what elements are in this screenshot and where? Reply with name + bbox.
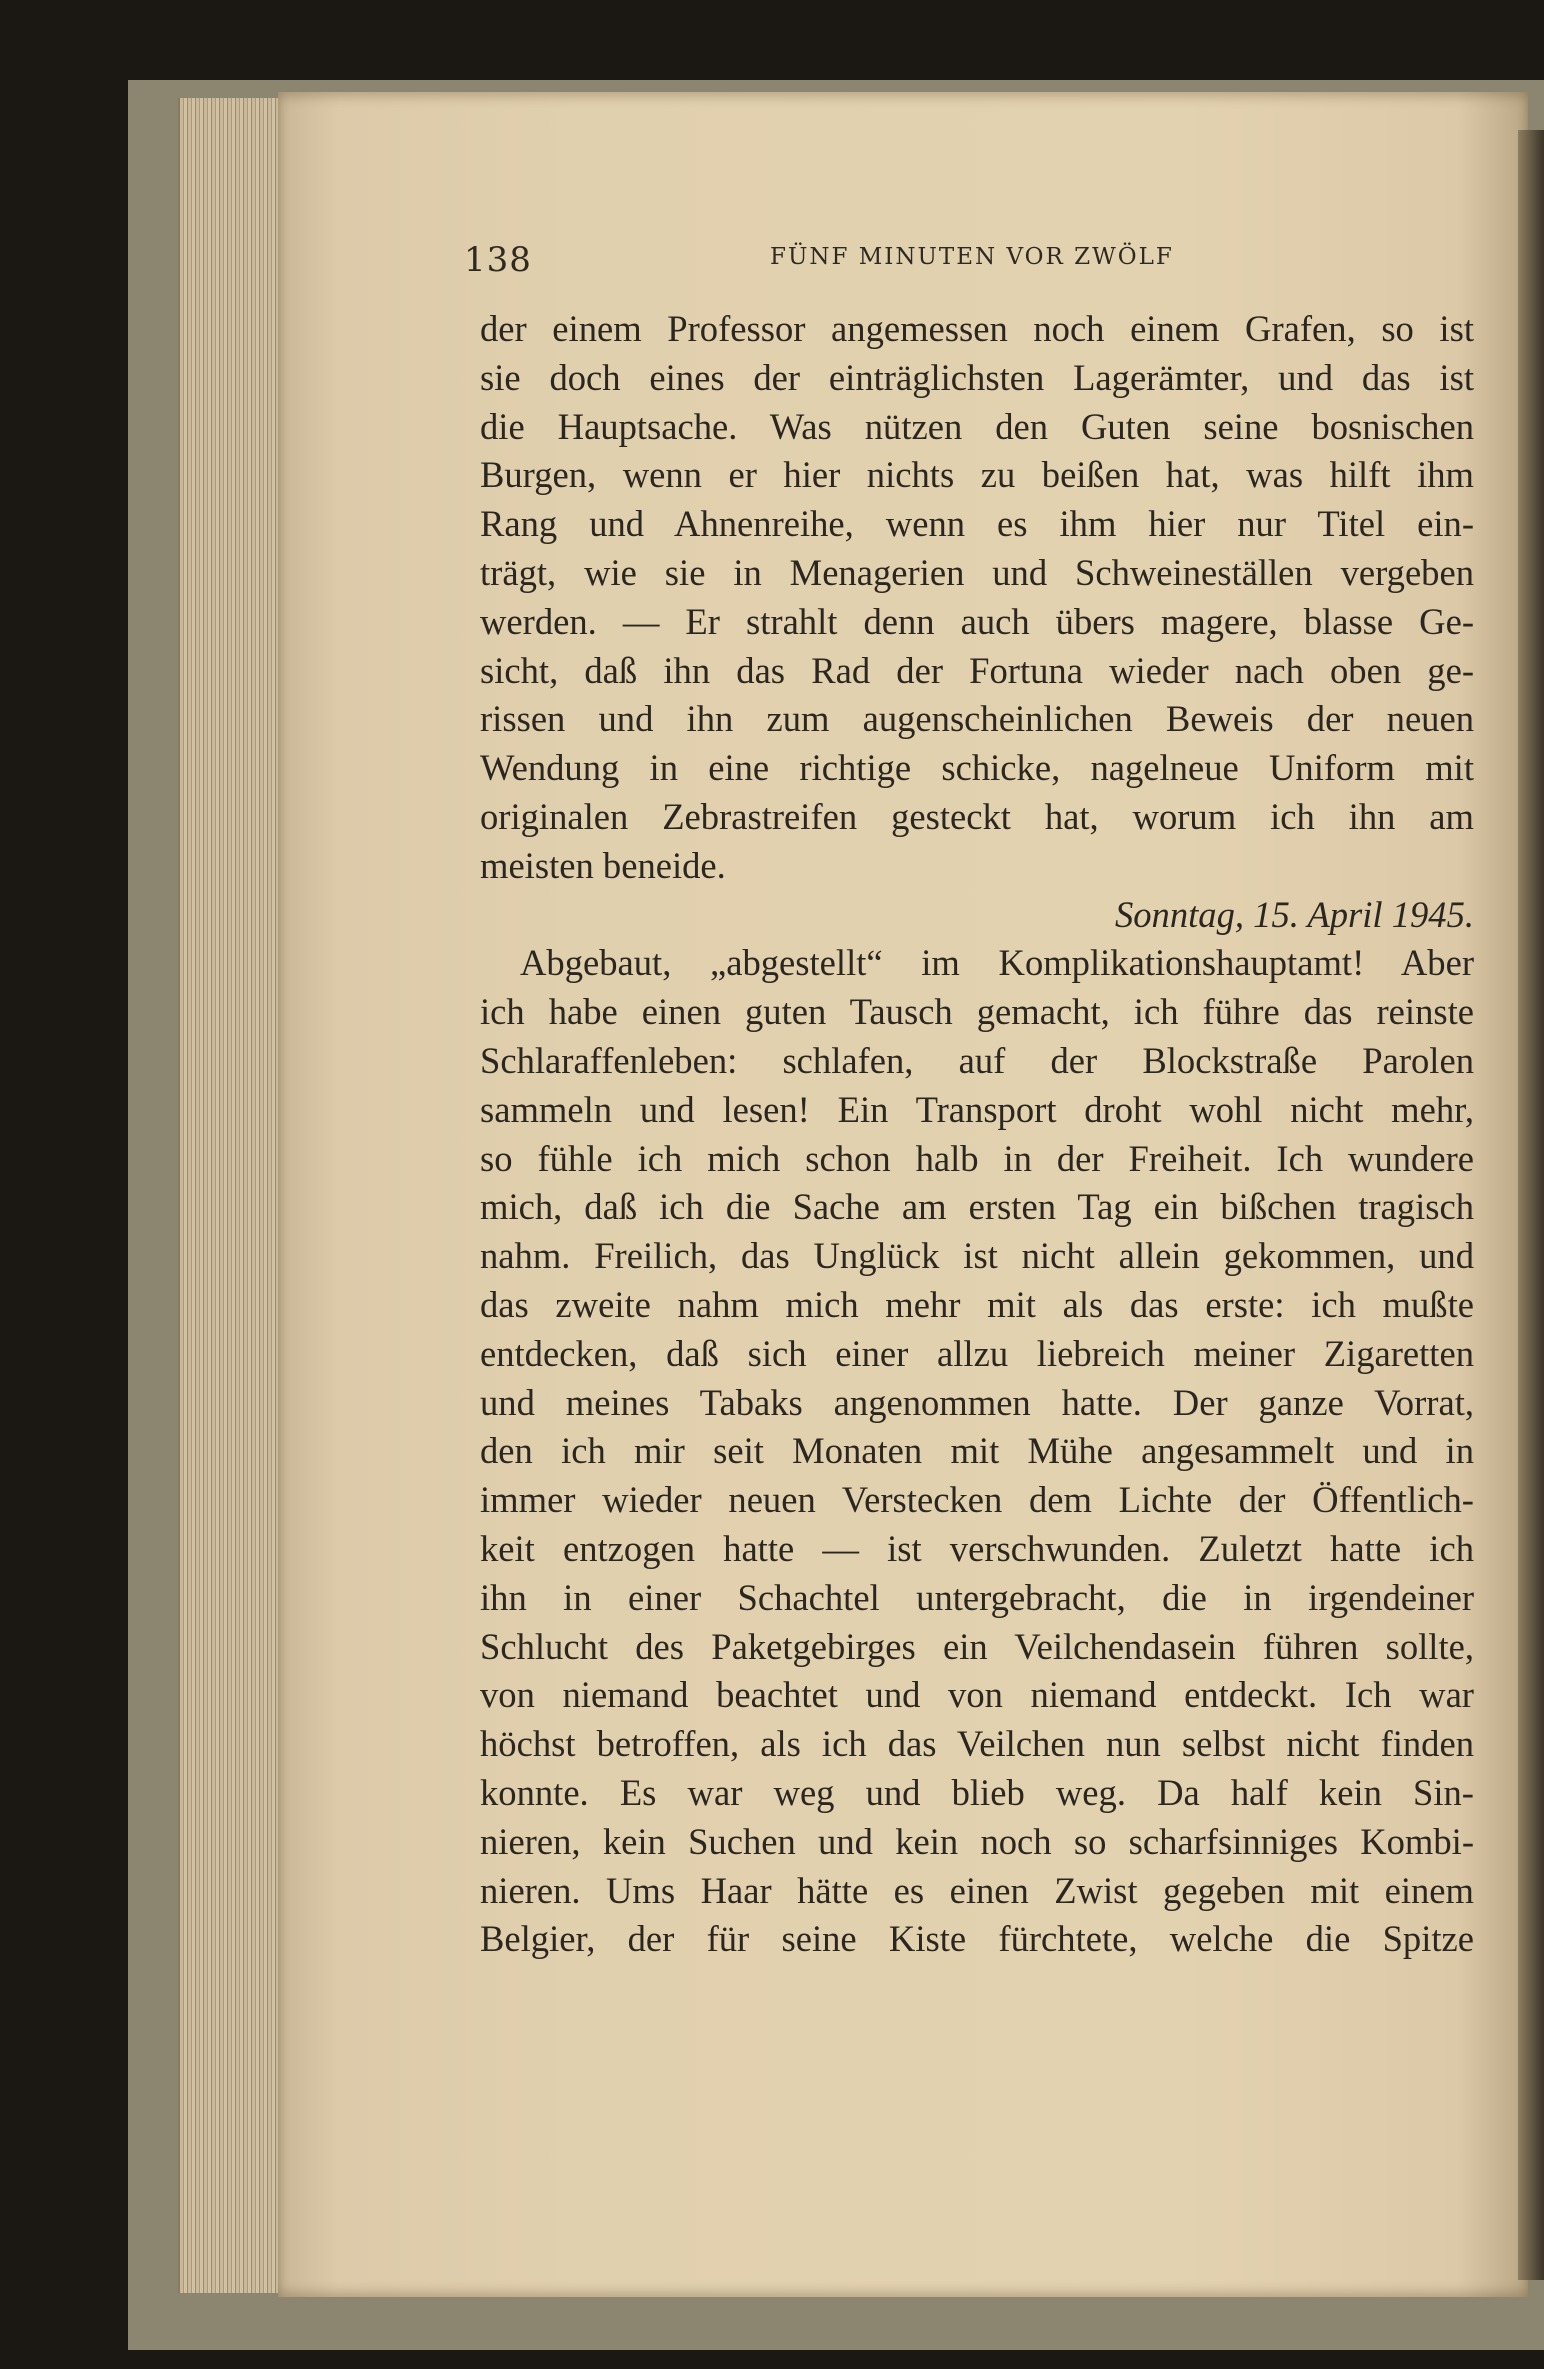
text-line: die Hauptsache. Was nützen den Guten seine bosnischen <box>480 405 1474 447</box>
running-title: FÜNF MINUTEN VOR ZWÖLF <box>770 244 1174 270</box>
text-line: Schlaraffenleben: schlafen, auf der Blockstraße Parolen <box>480 1039 1474 1081</box>
text-line: Abgebaut, „abgestellt“ im Komplikationshauptamt! Aber <box>520 942 1474 984</box>
text-line: Wendung in eine richtige schicke, nagelneue Uniform mit <box>480 747 1474 789</box>
text-line: meisten beneide. <box>480 844 726 886</box>
text-line: Schlucht des Paketgebirges ein Veilchendasein führen sollte, <box>480 1625 1474 1667</box>
body-text <box>480 305 1474 1964</box>
text-line: sicht, daß ihn das Rad der Fortuna wieder nach oben ge- <box>480 649 1474 691</box>
text-line: rissen und ihn zum augenscheinlichen Beweis der neuen <box>480 698 1474 740</box>
text-line: Belgier, der für seine Kiste fürchtete, welche die Spitze <box>480 1918 1474 1960</box>
text-line: nahm. Freilich, das Unglück ist nicht allein gekommen, und <box>480 1235 1474 1277</box>
text-line: immer wieder neuen Verstecken dem Lichte der Öffentlich- <box>480 1479 1474 1521</box>
text-line: so fühle ich mich schon halb in der Freiheit. Ich wundere <box>480 1137 1474 1179</box>
text-line: Rang und Ahnenreihe, wenn es ihm hier nur Titel ein- <box>480 503 1474 545</box>
text-line: den ich mir seit Monaten mit Mühe angesammelt und in <box>480 1430 1474 1472</box>
text-line: sammeln und lesen! Ein Transport droht wohl nicht mehr, <box>480 1088 1474 1130</box>
text-line: entdecken, daß sich einer allzu liebreich meiner Zigaretten <box>480 1332 1474 1374</box>
text-line: sie doch eines der einträglichsten Lagerämter, und das ist <box>480 356 1474 398</box>
text-line: nieren. Ums Haar hätte es einen Zwist gegeben mit einem <box>480 1869 1474 1911</box>
text-line: originalen Zebrastreifen gesteckt hat, worum ich ihn am <box>480 795 1474 837</box>
running-head <box>0 240 1544 280</box>
text-line: höchst betroffen, als ich das Veilchen nun selbst nicht finden <box>480 1723 1474 1765</box>
gutter-shadow <box>1518 130 1544 2280</box>
text-line: ihn in einer Schachtel untergebracht, die in irgendeiner <box>480 1576 1474 1618</box>
diary-dateline: Sonntag, 15. April 1945. <box>1114 893 1474 935</box>
text-line: keit entzogen hatte — ist verschwunden. Zuletzt hatte ich <box>480 1527 1474 1569</box>
text-line: konnte. Es war weg und blieb weg. Da half kein Sin- <box>480 1771 1474 1813</box>
text-line: das zweite nahm mich mehr mit als das erste: ich mußte <box>480 1283 1474 1325</box>
text-line: der einem Professor angemessen noch einem Grafen, so ist <box>480 308 1474 349</box>
page-edges-stack <box>178 98 280 2293</box>
text-line: von niemand beachtet und von niemand entdeckt. Ich war <box>480 1674 1474 1716</box>
text-line: ich habe einen guten Tausch gemacht, ich führe das reinste <box>480 991 1474 1033</box>
text-line: mich, daß ich die Sache am ersten Tag ein bißchen tragisch <box>480 1186 1474 1228</box>
text-line: nieren, kein Suchen und kein noch so scharfsinniges Kombi- <box>480 1820 1474 1862</box>
text-line: und meines Tabaks angenommen hatte. Der ganze Vorrat, <box>480 1381 1474 1423</box>
text-line: werden. — Er strahlt denn auch übers magere, blasse Ge- <box>480 600 1474 642</box>
page-number: 138 <box>464 240 532 280</box>
text-line: Burgen, wenn er hier nichts zu beißen hat, was hilft ihm <box>480 454 1474 496</box>
text-line: trägt, wie sie in Menagerien und Schweineställen vergeben <box>480 551 1474 593</box>
